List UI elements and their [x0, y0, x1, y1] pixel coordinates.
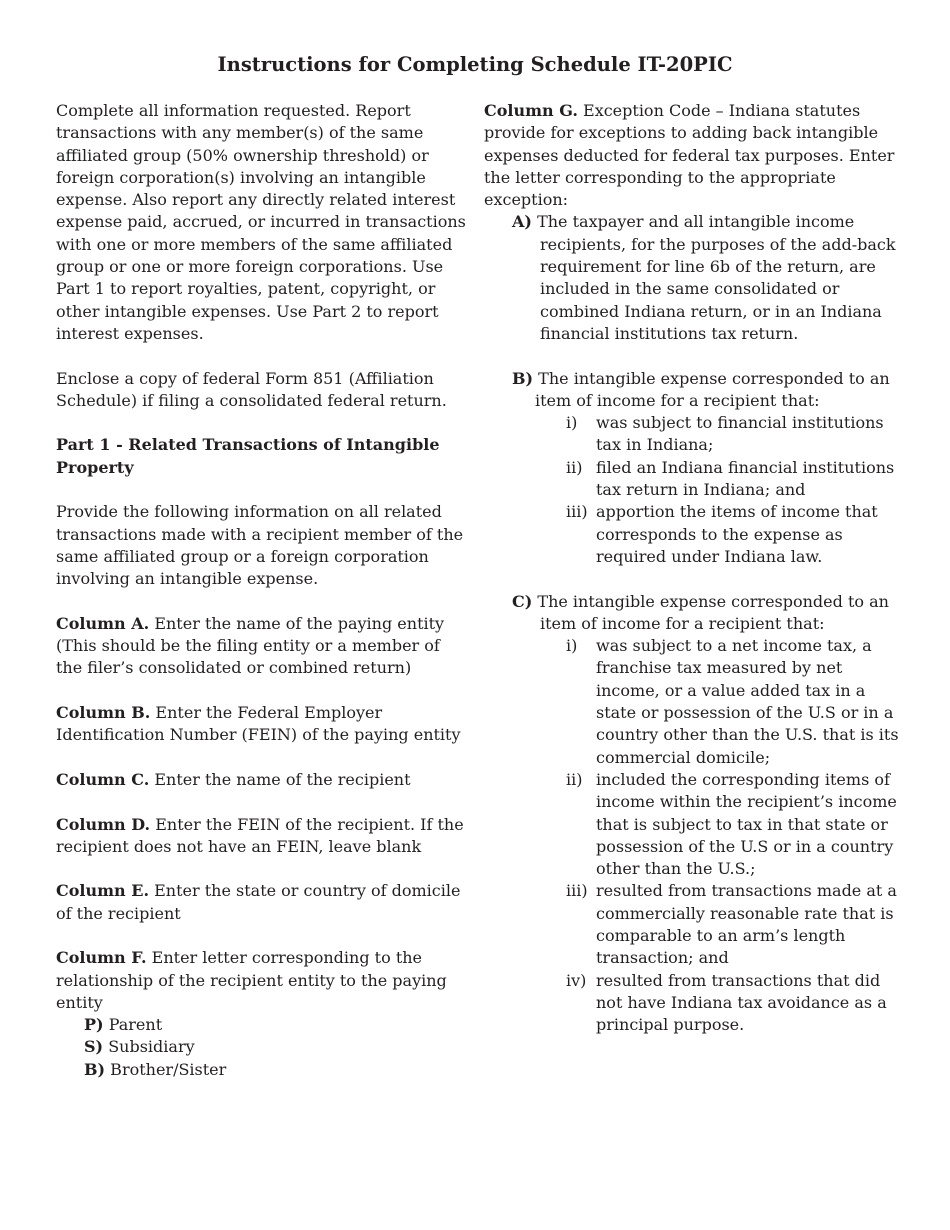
column-g-label: Column G.	[484, 101, 578, 120]
column-f-instruction: Column F. Enter letter corresponding to the relationship of the recipient entity to the paying entity	[56, 948, 447, 1012]
column-e-instruction: Column E. Enter the state or country of domicile of the recipient	[56, 881, 461, 923]
exception-b-item: iii) apportion the items of income that corresponds to the expense as required under Indiana law.	[566, 502, 878, 566]
part1-heading: Part 1 - Related Transactions of Intangible Property	[56, 435, 440, 477]
page-title: Instructions for Completing Schedule IT-20PIC	[217, 53, 733, 76]
exception-a: A) The taxpayer and all intangible income recipients, for the purposes of the add-back requirement for line 6b of the return, are included in the same consolidated or combined Indiana return, or in an Indiana financial institutions tax return.	[512, 212, 896, 343]
intro-paragraph: Complete all information requested. Report transactions with any member(s) of the same affiliated group (50% ownership threshold) or foreign corporation(s) involving an intangible expense. Also report any directly related interest expense paid, accrued, or incurred in transactions with one or more members of the same affiliated group or one or more foreign corporations. Use Part 1 to report royalties, patent, copyright, or other intangible expenses. Use Part 2 to report interest expenses.	[56, 101, 466, 343]
column-a-label: Column A.	[56, 613, 150, 633]
exception-b: B) The intangible expense corresponded to an item of income for a recipient that:	[512, 368, 890, 410]
right-column	[484, 100, 904, 1036]
column-e-label: Column E.	[56, 881, 150, 901]
exception-c: C) The intangible expense corresponded to an item of income for a recipient that:	[512, 591, 889, 633]
column-b-label: Column B.	[56, 703, 151, 723]
column-d-instruction: Column D. Enter the FEIN of the recipient. If the recipient does not have an FEIN, leave blank	[56, 814, 464, 856]
exception-c-item: ii) included the corresponding items of income within the recipient’s income that is subject to tax in that state or possession of the U.S or in a country other than the U.S.;	[566, 769, 897, 879]
exception-b-item: ii) filed an Indiana financial institutions tax return in Indiana; and	[566, 457, 895, 500]
exception-c-item: iv) resulted from transactions that did not have Indiana tax avoidance as a principal purpose.	[566, 970, 887, 1035]
exception-c-item: iii) resulted from transactions made at a commercially reasonable rate that is comparable to an arm’s length transaction; and	[566, 881, 897, 968]
relationship-brother-sister: B) Brother/Sister	[84, 1059, 227, 1079]
exception-b-item: i) was subject to financial institutions tax in Indiana;	[566, 413, 884, 455]
exception-c-item: i) was subject to a net income tax, a franchise tax measured by net income, or a value added tax in a state or possession of the U.S or in a country other than the U.S. that is its commercial domicile;	[566, 636, 899, 767]
column-d-label: Column D.	[56, 814, 151, 834]
column-c-label: Column C.	[56, 769, 150, 789]
column-b-instruction: Column B. Enter the Federal Employer Identification Number (FEIN) of the paying entity	[56, 703, 461, 745]
left-column	[56, 100, 466, 1081]
column-g-instruction: Column G. Exception Code – Indiana statutes provide for exceptions to adding back intangible expenses deducted for federal tax purposes. Enter the letter corresponding to the appropriate exception:	[484, 101, 895, 210]
column-a-instruction: Column A. Enter the name of the paying entity (This should be the filing entity or a member of the filer’s consolidated or combined return)	[56, 613, 445, 678]
part1-intro: Provide the following information on all related transactions made with a recipient member of the same affiliated group or a foreign corporation involving an intangible expense.	[56, 502, 464, 589]
relationship-subsidiary: S) Subsidiary	[84, 1037, 195, 1057]
relationship-parent: P) Parent	[84, 1015, 163, 1035]
enclose-paragraph: Enclose a copy of federal Form 851 (Affiliation Schedule) if filing a consolidated federal return.	[56, 368, 447, 410]
column-f-label: Column F.	[56, 948, 147, 968]
column-c-instruction: Column C. Enter the name of the recipient	[56, 769, 411, 789]
